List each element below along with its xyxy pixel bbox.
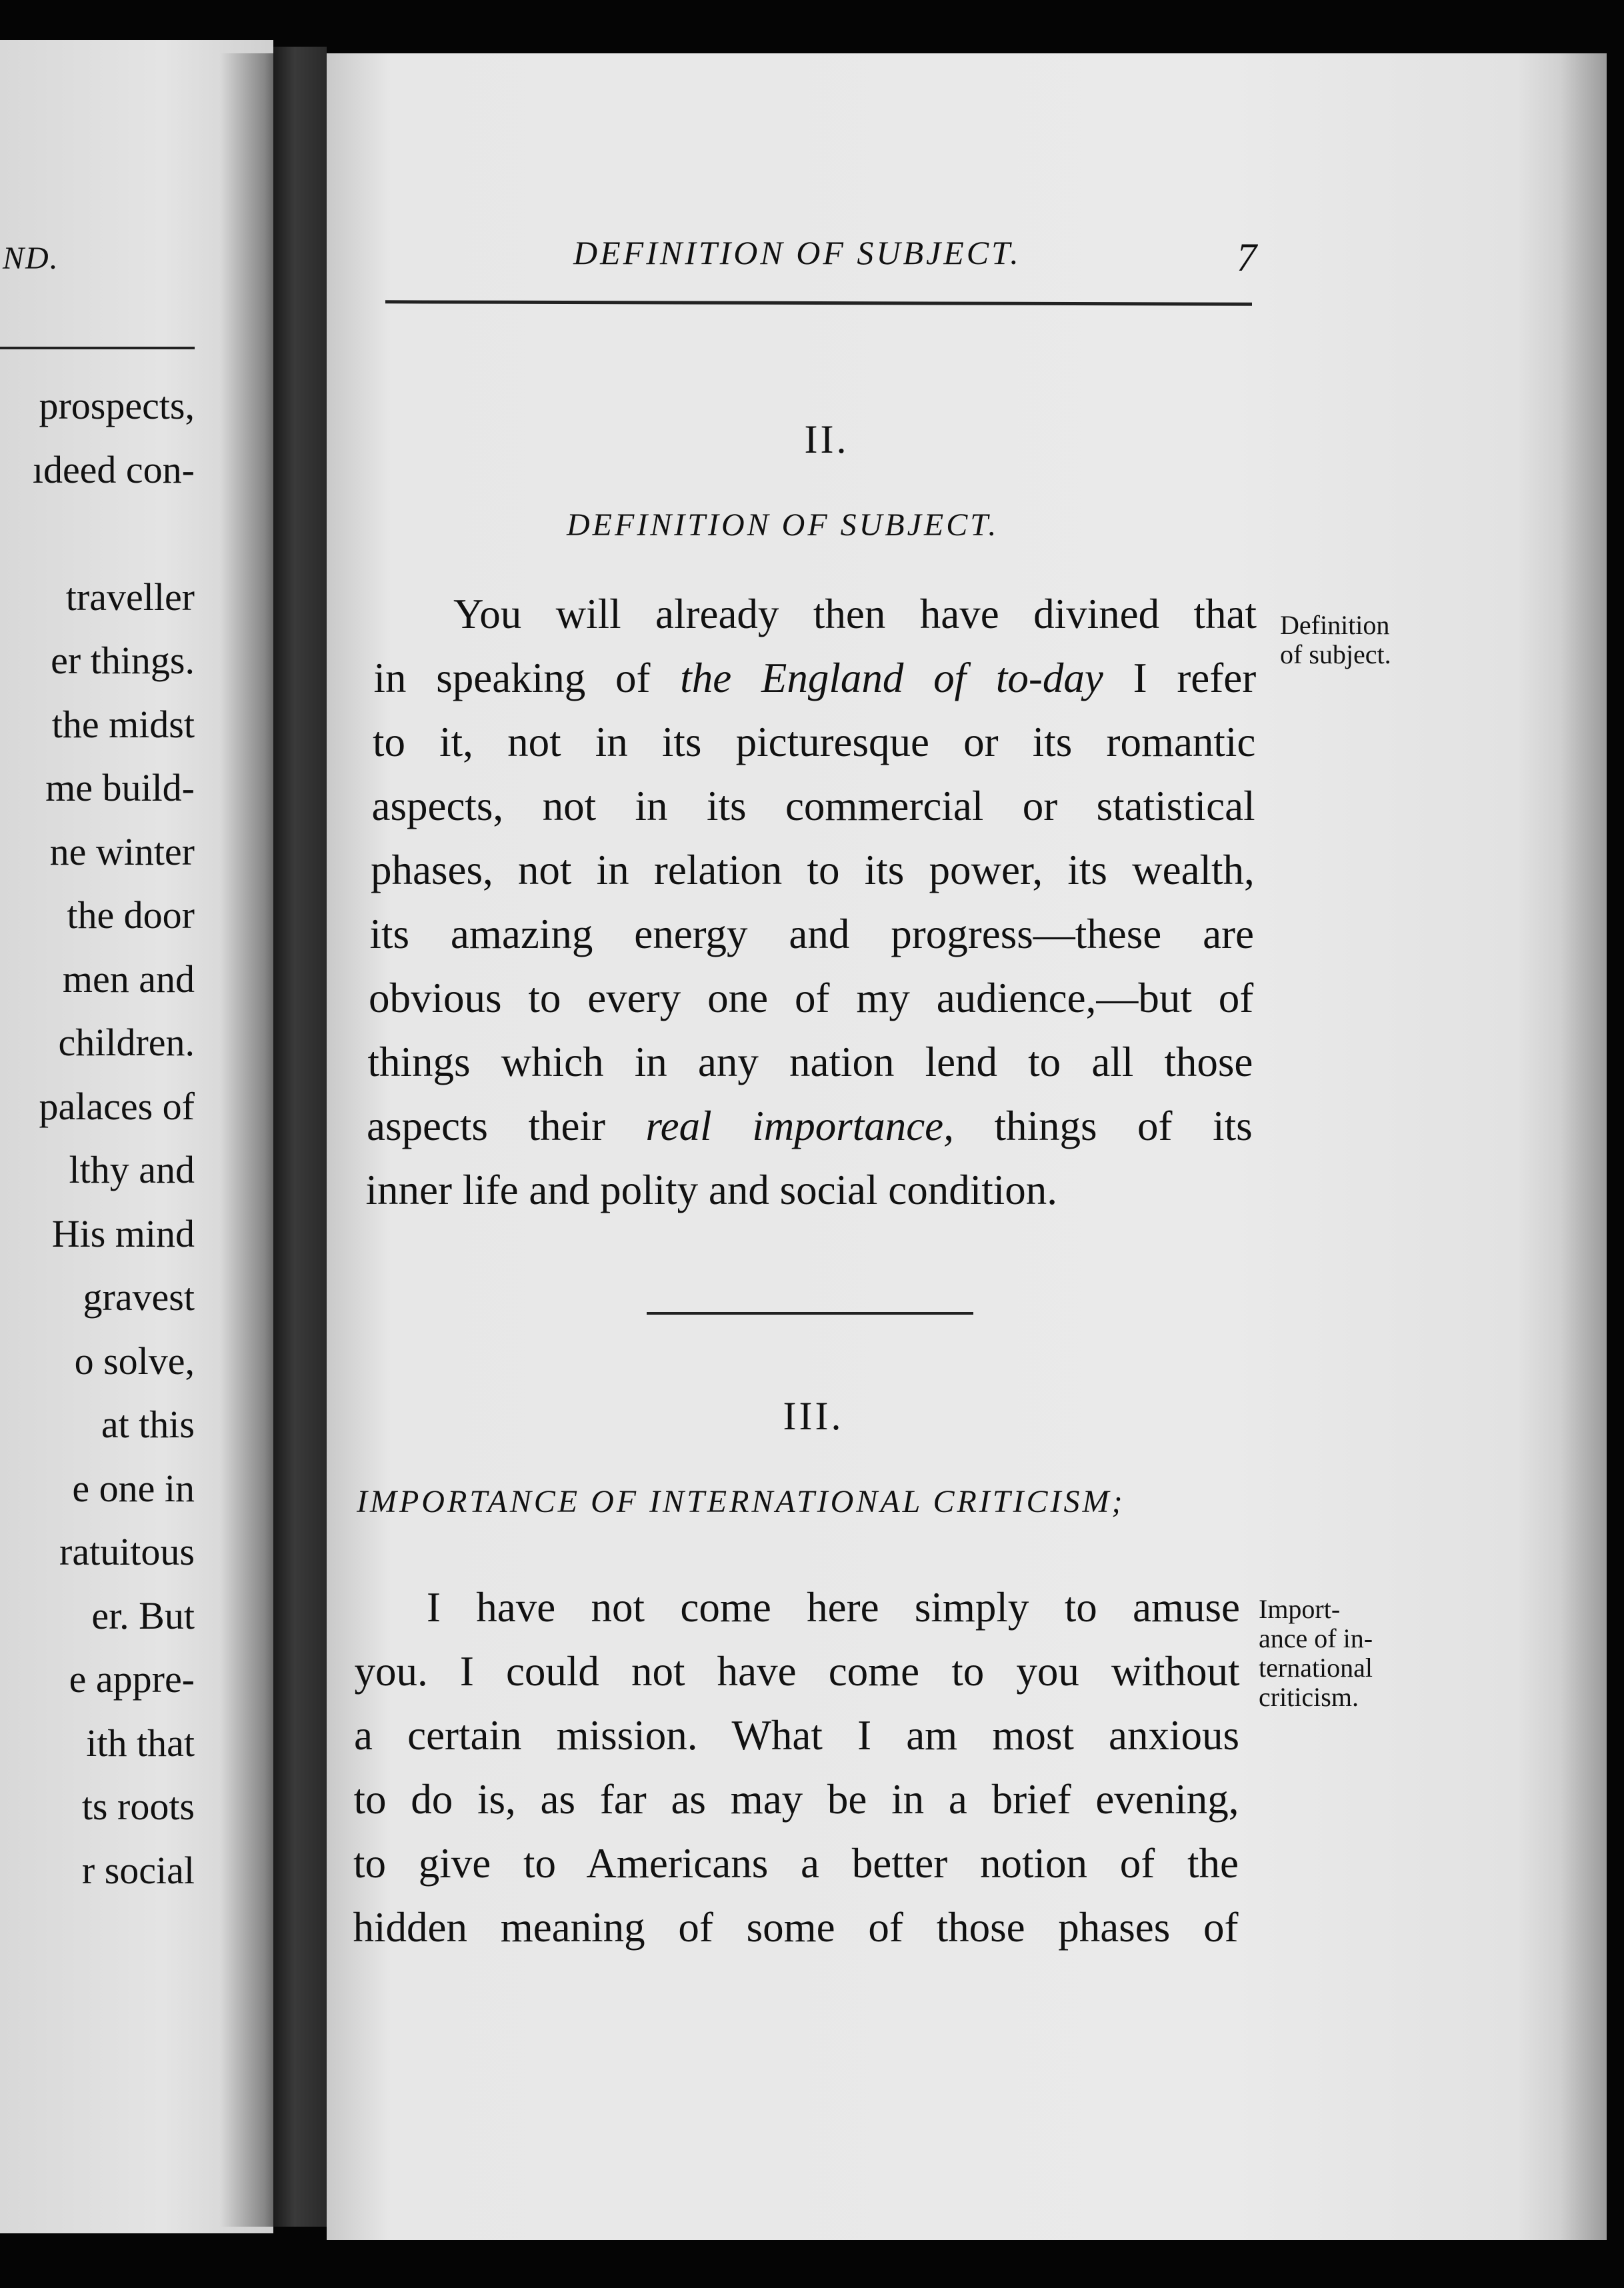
- section-2-number: II.: [804, 417, 849, 461]
- body-text-line: [453, 593, 1257, 635]
- emphasized-text: real importance,: [645, 1103, 954, 1149]
- left-header-rule: [0, 347, 195, 349]
- left-text-line: lthy and: [69, 1148, 195, 1191]
- margin-note-line: of subject.: [1280, 639, 1391, 669]
- running-head: DEFINITION OF SUBJECT.: [573, 234, 1021, 271]
- left-text-line: r social: [81, 1848, 195, 1892]
- margin-note-line: Definition: [1280, 610, 1390, 640]
- body-text: inner life and polity and social condition.: [365, 1167, 1058, 1213]
- left-text-line: children.: [58, 1021, 195, 1064]
- left-text-line: the door: [67, 893, 195, 937]
- body-text: to give to Americans a better notion of the: [353, 1840, 1239, 1887]
- left-text-line: e appre-: [69, 1657, 195, 1701]
- body-text: its amazing energy and progress—these are: [369, 911, 1254, 957]
- body-text-line: [371, 849, 1255, 891]
- body-text-line: [373, 721, 1255, 763]
- section-2-title: DEFINITION OF SUBJECT.: [567, 507, 999, 543]
- body-text-line: [368, 1041, 1253, 1083]
- left-text-line: prospects,: [39, 384, 195, 427]
- margin-note-line: ternational: [1259, 1653, 1373, 1683]
- left-text-line: me build-: [45, 766, 195, 809]
- left-text-line: traveller: [65, 575, 195, 619]
- body-text-line: [367, 1105, 1253, 1147]
- left-text-line: er things.: [51, 639, 195, 682]
- book-gutter: [273, 47, 327, 2227]
- margin-note-line: Import-: [1259, 1594, 1341, 1624]
- body-text: things of its: [953, 1103, 1253, 1149]
- left-text-line: ratuitous: [59, 1530, 195, 1573]
- body-text: I refer: [1103, 655, 1257, 701]
- body-text-line: [354, 1648, 1240, 1695]
- left-running-head: ND.: [3, 241, 59, 276]
- body-text-line: [372, 785, 1255, 827]
- body-text: to do is, as far as may be in a brief evening,: [353, 1776, 1239, 1823]
- body-text: phases, not in relation to its power, its wealth,: [371, 847, 1255, 893]
- body-text: you. I could not have come to you without: [354, 1648, 1240, 1695]
- body-text: obvious to every one of my audience,—but of: [369, 975, 1254, 1021]
- left-page-text: [0, 384, 195, 1987]
- body-text-line: [354, 1712, 1239, 1759]
- section-divider-rule: [647, 1312, 973, 1315]
- body-text-line: [374, 657, 1257, 699]
- left-text-line: e one in: [72, 1466, 195, 1510]
- body-text-line: [370, 913, 1255, 955]
- body-text: You will already then have divined that: [453, 591, 1257, 637]
- left-text-line: ts roots: [81, 1785, 195, 1828]
- left-text-line: His mind: [51, 1211, 195, 1255]
- left-text-line: o solve,: [74, 1339, 195, 1383]
- left-text-line: at this: [101, 1403, 195, 1446]
- margin-note-line: ance of in-: [1259, 1623, 1373, 1653]
- body-text: a certain mission. What I am most anxious: [354, 1712, 1239, 1759]
- body-text: I have not come here simply to amuse: [427, 1584, 1240, 1631]
- right-page: [327, 53, 1607, 2240]
- body-text: aspects, not in its commercial or statistical: [371, 783, 1255, 829]
- header-rule: [385, 300, 1252, 305]
- left-text-line: ıdeed con-: [32, 447, 195, 491]
- left-text-line: gravest: [83, 1275, 195, 1319]
- left-text-line: men and: [62, 957, 195, 1001]
- body-text-line: [353, 1776, 1239, 1823]
- page-edge-shadow: [1560, 53, 1607, 2240]
- page-number: 7: [1237, 235, 1257, 279]
- left-text-line: ne winter: [49, 829, 195, 873]
- emphasized-text: the England of to-day: [680, 655, 1103, 701]
- body-text-line: [369, 977, 1253, 1019]
- section-3-number: III.: [783, 1394, 844, 1438]
- left-text-line: er. But: [91, 1593, 195, 1637]
- body-text: aspects their: [367, 1103, 646, 1149]
- body-text-line: [353, 1904, 1239, 1951]
- left-text-line: ith that: [86, 1721, 195, 1765]
- body-text-line: [427, 1584, 1240, 1631]
- body-text: to it, not in its picturesque or its romantic: [373, 719, 1256, 765]
- body-text: in speaking of: [373, 655, 681, 701]
- left-text-line: palaces of: [39, 1084, 195, 1128]
- body-text: things which in any nation lend to all those: [367, 1039, 1253, 1085]
- section-3-title: IMPORTANCE OF INTERNATIONAL CRITICISM;: [357, 1484, 1125, 1519]
- body-text: hidden meaning of some of those phases of: [353, 1904, 1239, 1951]
- margin-note-line: criticism.: [1259, 1682, 1359, 1712]
- body-text-line: [353, 1840, 1239, 1887]
- left-text-line: the midst: [51, 702, 195, 746]
- body-text-line: [366, 1169, 1058, 1211]
